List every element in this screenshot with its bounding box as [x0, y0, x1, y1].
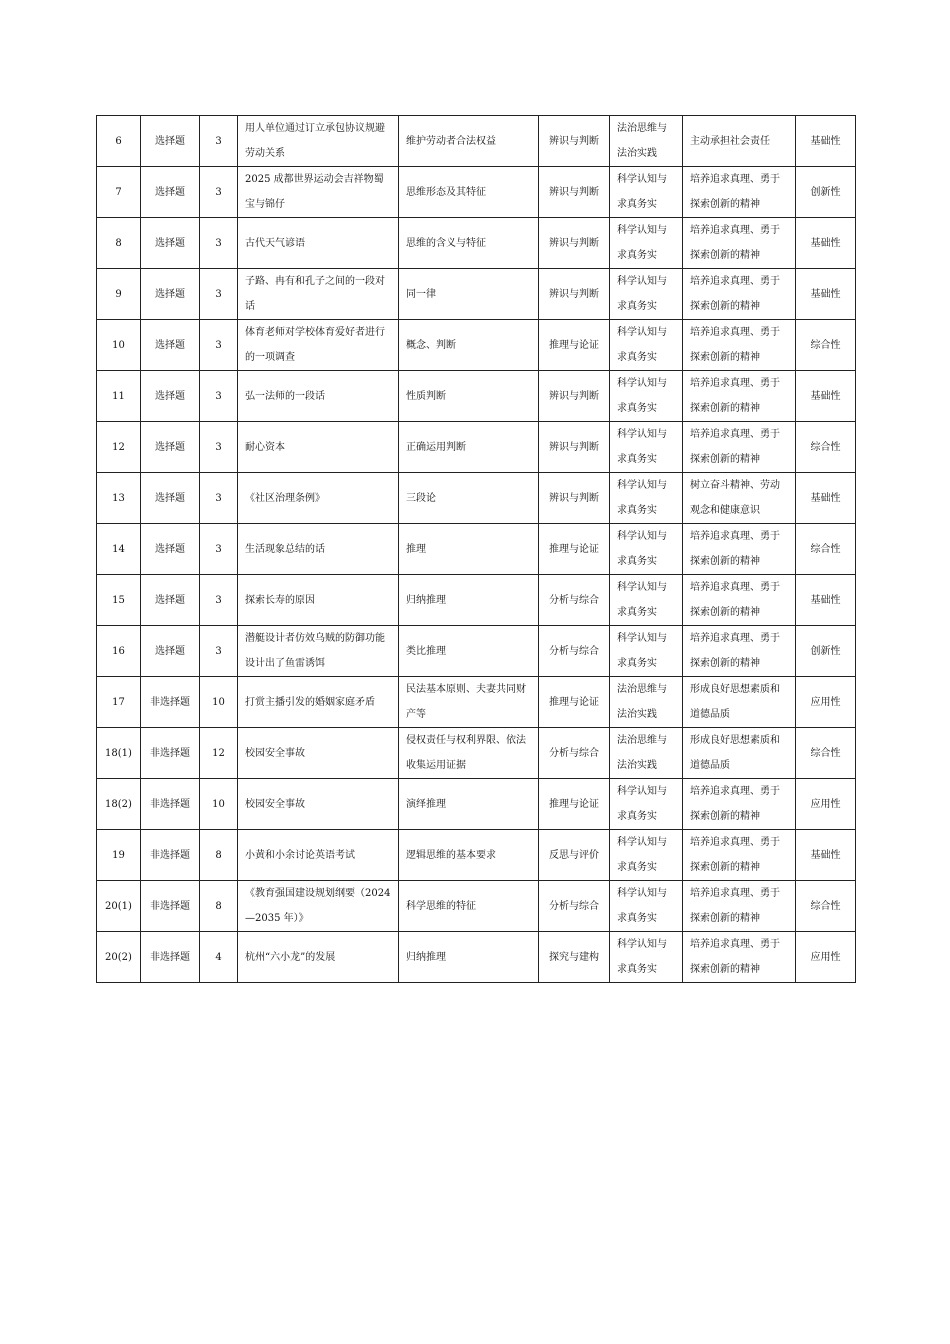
cell-knowledge-point: 正确运用判断 — [399, 422, 539, 473]
cell-score: 10 — [200, 677, 238, 728]
cell-knowledge-point: 思维的含义与特征 — [399, 218, 539, 269]
cell-score: 3 — [200, 575, 238, 626]
cell-ability: 分析与综合 — [539, 626, 610, 677]
table-row — [97, 779, 856, 830]
cell-level: 创新性 — [796, 626, 856, 677]
cell-question-type: 非选择题 — [141, 677, 200, 728]
cell-question-number: 7 — [97, 167, 141, 218]
cell-knowledge-point: 同一律 — [399, 269, 539, 320]
table-row — [97, 524, 856, 575]
cell-knowledge-point: 逻辑思维的基本要求 — [399, 830, 539, 881]
cell-literacy: 科学认知与求真务实 — [610, 626, 683, 677]
cell-goal: 培养追求真理、勇于探索创新的精神 — [683, 422, 796, 473]
cell-literacy: 法治思维与法治实践 — [610, 728, 683, 779]
cell-ability: 辨识与判断 — [539, 167, 610, 218]
cell-goal: 培养追求真理、勇于探索创新的精神 — [683, 524, 796, 575]
cell-score: 4 — [200, 932, 238, 983]
cell-goal: 形成良好思想素质和道德品质 — [683, 728, 796, 779]
cell-material: 体育老师对学校体育爱好者进行的一项调查 — [238, 320, 399, 371]
cell-question-type: 非选择题 — [141, 728, 200, 779]
cell-level: 应用性 — [796, 677, 856, 728]
cell-level: 应用性 — [796, 779, 856, 830]
cell-ability: 推理与论证 — [539, 779, 610, 830]
cell-question-type: 选择题 — [141, 167, 200, 218]
cell-material: 校园安全事故 — [238, 728, 399, 779]
cell-knowledge-point: 归纳推理 — [399, 575, 539, 626]
cell-level: 基础性 — [796, 575, 856, 626]
cell-question-number: 11 — [97, 371, 141, 422]
table-row — [97, 218, 856, 269]
cell-question-number: 9 — [97, 269, 141, 320]
cell-question-type: 选择题 — [141, 575, 200, 626]
table-row — [97, 269, 856, 320]
cell-score: 3 — [200, 473, 238, 524]
cell-material: 打赏主播引发的婚姻家庭矛盾 — [238, 677, 399, 728]
cell-literacy: 科学认知与求真务实 — [610, 422, 683, 473]
cell-score: 3 — [200, 371, 238, 422]
table-row — [97, 575, 856, 626]
cell-question-number: 12 — [97, 422, 141, 473]
cell-question-type: 选择题 — [141, 473, 200, 524]
cell-material: 生活现象总结的话 — [238, 524, 399, 575]
cell-question-number: 18(1) — [97, 728, 141, 779]
table-row — [97, 728, 856, 779]
cell-material: 探索长寿的原因 — [238, 575, 399, 626]
cell-ability: 推理与论证 — [539, 524, 610, 575]
cell-score: 3 — [200, 167, 238, 218]
cell-score: 3 — [200, 626, 238, 677]
cell-level: 基础性 — [796, 269, 856, 320]
cell-score: 3 — [200, 269, 238, 320]
cell-literacy: 科学认知与求真务实 — [610, 881, 683, 932]
cell-literacy: 科学认知与求真务实 — [610, 932, 683, 983]
table-row — [97, 677, 856, 728]
cell-level: 综合性 — [796, 422, 856, 473]
cell-ability: 探究与建构 — [539, 932, 610, 983]
cell-knowledge-point: 演绎推理 — [399, 779, 539, 830]
table-row — [97, 881, 856, 932]
table-body — [97, 116, 856, 983]
cell-material: 子路、冉有和孔子之间的一段对话 — [238, 269, 399, 320]
cell-goal: 形成良好思想素质和道德品质 — [683, 677, 796, 728]
cell-score: 10 — [200, 779, 238, 830]
cell-knowledge-point: 思维形态及其特征 — [399, 167, 539, 218]
cell-score: 3 — [200, 116, 238, 167]
cell-ability: 辨识与判断 — [539, 473, 610, 524]
cell-ability: 分析与综合 — [539, 728, 610, 779]
table-row — [97, 371, 856, 422]
cell-question-number: 6 — [97, 116, 141, 167]
cell-literacy: 科学认知与求真务实 — [610, 524, 683, 575]
question-analysis-table — [96, 115, 856, 983]
cell-literacy: 科学认知与求真务实 — [610, 218, 683, 269]
cell-material: 《社区治理条例》 — [238, 473, 399, 524]
cell-level: 基础性 — [796, 218, 856, 269]
cell-question-number: 20(2) — [97, 932, 141, 983]
cell-score: 12 — [200, 728, 238, 779]
cell-knowledge-point: 概念、判断 — [399, 320, 539, 371]
cell-question-type: 选择题 — [141, 320, 200, 371]
cell-ability: 辨识与判断 — [539, 269, 610, 320]
cell-goal: 主动承担社会责任 — [683, 116, 796, 167]
cell-question-type: 选择题 — [141, 218, 200, 269]
cell-literacy: 法治思维与法治实践 — [610, 677, 683, 728]
cell-question-type: 选择题 — [141, 371, 200, 422]
cell-knowledge-point: 民法基本原则、夫妻共同财产等 — [399, 677, 539, 728]
cell-level: 综合性 — [796, 881, 856, 932]
cell-goal: 培养追求真理、勇于探索创新的精神 — [683, 320, 796, 371]
cell-level: 基础性 — [796, 116, 856, 167]
cell-question-type: 选择题 — [141, 422, 200, 473]
cell-literacy: 科学认知与求真务实 — [610, 473, 683, 524]
cell-literacy: 科学认知与求真务实 — [610, 779, 683, 830]
cell-ability: 推理与论证 — [539, 677, 610, 728]
cell-question-number: 20(1) — [97, 881, 141, 932]
cell-material: 《教育强国建设规划纲要（2024—2035 年）》 — [238, 881, 399, 932]
cell-goal: 培养追求真理、勇于探索创新的精神 — [683, 932, 796, 983]
cell-material: 杭州“六小龙”的发展 — [238, 932, 399, 983]
cell-question-number: 18(2) — [97, 779, 141, 830]
cell-level: 基础性 — [796, 473, 856, 524]
cell-question-number: 15 — [97, 575, 141, 626]
table-row — [97, 320, 856, 371]
cell-knowledge-point: 归纳推理 — [399, 932, 539, 983]
cell-material: 耐心资本 — [238, 422, 399, 473]
cell-knowledge-point: 三段论 — [399, 473, 539, 524]
cell-level: 综合性 — [796, 320, 856, 371]
cell-goal: 树立奋斗精神、劳动观念和健康意识 — [683, 473, 796, 524]
cell-level: 基础性 — [796, 830, 856, 881]
cell-question-number: 10 — [97, 320, 141, 371]
cell-level: 综合性 — [796, 524, 856, 575]
cell-score: 3 — [200, 524, 238, 575]
cell-question-type: 选择题 — [141, 269, 200, 320]
cell-material: 校园安全事故 — [238, 779, 399, 830]
cell-material: 弘一法师的一段话 — [238, 371, 399, 422]
cell-question-type: 非选择题 — [141, 932, 200, 983]
table-row — [97, 830, 856, 881]
cell-literacy: 法治思维与法治实践 — [610, 116, 683, 167]
cell-goal: 培养追求真理、勇于探索创新的精神 — [683, 371, 796, 422]
table-row — [97, 422, 856, 473]
table-row — [97, 473, 856, 524]
cell-literacy: 科学认知与求真务实 — [610, 167, 683, 218]
cell-material: 小黄和小余讨论英语考试 — [238, 830, 399, 881]
cell-ability: 分析与综合 — [539, 575, 610, 626]
cell-score: 8 — [200, 830, 238, 881]
table-row — [97, 932, 856, 983]
cell-level: 基础性 — [796, 371, 856, 422]
cell-question-type: 非选择题 — [141, 779, 200, 830]
cell-literacy: 科学认知与求真务实 — [610, 320, 683, 371]
table-row — [97, 167, 856, 218]
cell-level: 创新性 — [796, 167, 856, 218]
cell-knowledge-point: 推理 — [399, 524, 539, 575]
cell-knowledge-point: 科学思维的特征 — [399, 881, 539, 932]
cell-question-number: 13 — [97, 473, 141, 524]
cell-ability: 反思与评价 — [539, 830, 610, 881]
cell-goal: 培养追求真理、勇于探索创新的精神 — [683, 167, 796, 218]
cell-question-type: 选择题 — [141, 626, 200, 677]
cell-goal: 培养追求真理、勇于探索创新的精神 — [683, 626, 796, 677]
cell-knowledge-point: 类比推理 — [399, 626, 539, 677]
cell-ability: 辨识与判断 — [539, 116, 610, 167]
cell-level: 综合性 — [796, 728, 856, 779]
cell-ability: 推理与论证 — [539, 320, 610, 371]
cell-goal: 培养追求真理、勇于探索创新的精神 — [683, 779, 796, 830]
cell-score: 3 — [200, 422, 238, 473]
cell-ability: 辨识与判断 — [539, 422, 610, 473]
cell-level: 应用性 — [796, 932, 856, 983]
cell-literacy: 科学认知与求真务实 — [610, 830, 683, 881]
cell-question-number: 19 — [97, 830, 141, 881]
cell-question-type: 非选择题 — [141, 881, 200, 932]
cell-material: 潜艇设计者仿效乌贼的防御功能设计出了鱼雷诱饵 — [238, 626, 399, 677]
cell-goal: 培养追求真理、勇于探索创新的精神 — [683, 830, 796, 881]
cell-question-number: 8 — [97, 218, 141, 269]
cell-literacy: 科学认知与求真务实 — [610, 575, 683, 626]
cell-score: 3 — [200, 320, 238, 371]
cell-material: 古代天气谚语 — [238, 218, 399, 269]
cell-question-type: 非选择题 — [141, 830, 200, 881]
cell-score: 3 — [200, 218, 238, 269]
cell-score: 8 — [200, 881, 238, 932]
cell-question-type: 选择题 — [141, 524, 200, 575]
cell-knowledge-point: 性质判断 — [399, 371, 539, 422]
cell-goal: 培养追求真理、勇于探索创新的精神 — [683, 881, 796, 932]
cell-literacy: 科学认知与求真务实 — [610, 371, 683, 422]
cell-question-number: 17 — [97, 677, 141, 728]
cell-literacy: 科学认知与求真务实 — [610, 269, 683, 320]
cell-ability: 辨识与判断 — [539, 218, 610, 269]
cell-goal: 培养追求真理、勇于探索创新的精神 — [683, 575, 796, 626]
cell-material: 用人单位通过订立承包协议规避劳动关系 — [238, 116, 399, 167]
cell-goal: 培养追求真理、勇于探索创新的精神 — [683, 269, 796, 320]
cell-material: 2025 成都世界运动会吉祥物蜀宝与锦仔 — [238, 167, 399, 218]
table-row — [97, 626, 856, 677]
table-row — [97, 116, 856, 167]
cell-goal: 培养追求真理、勇于探索创新的精神 — [683, 218, 796, 269]
cell-question-number: 14 — [97, 524, 141, 575]
cell-question-number: 16 — [97, 626, 141, 677]
cell-ability: 辨识与判断 — [539, 371, 610, 422]
cell-question-type: 选择题 — [141, 116, 200, 167]
cell-knowledge-point: 侵权责任与权利界限、依法收集运用证据 — [399, 728, 539, 779]
cell-knowledge-point: 维护劳动者合法权益 — [399, 116, 539, 167]
cell-ability: 分析与综合 — [539, 881, 610, 932]
